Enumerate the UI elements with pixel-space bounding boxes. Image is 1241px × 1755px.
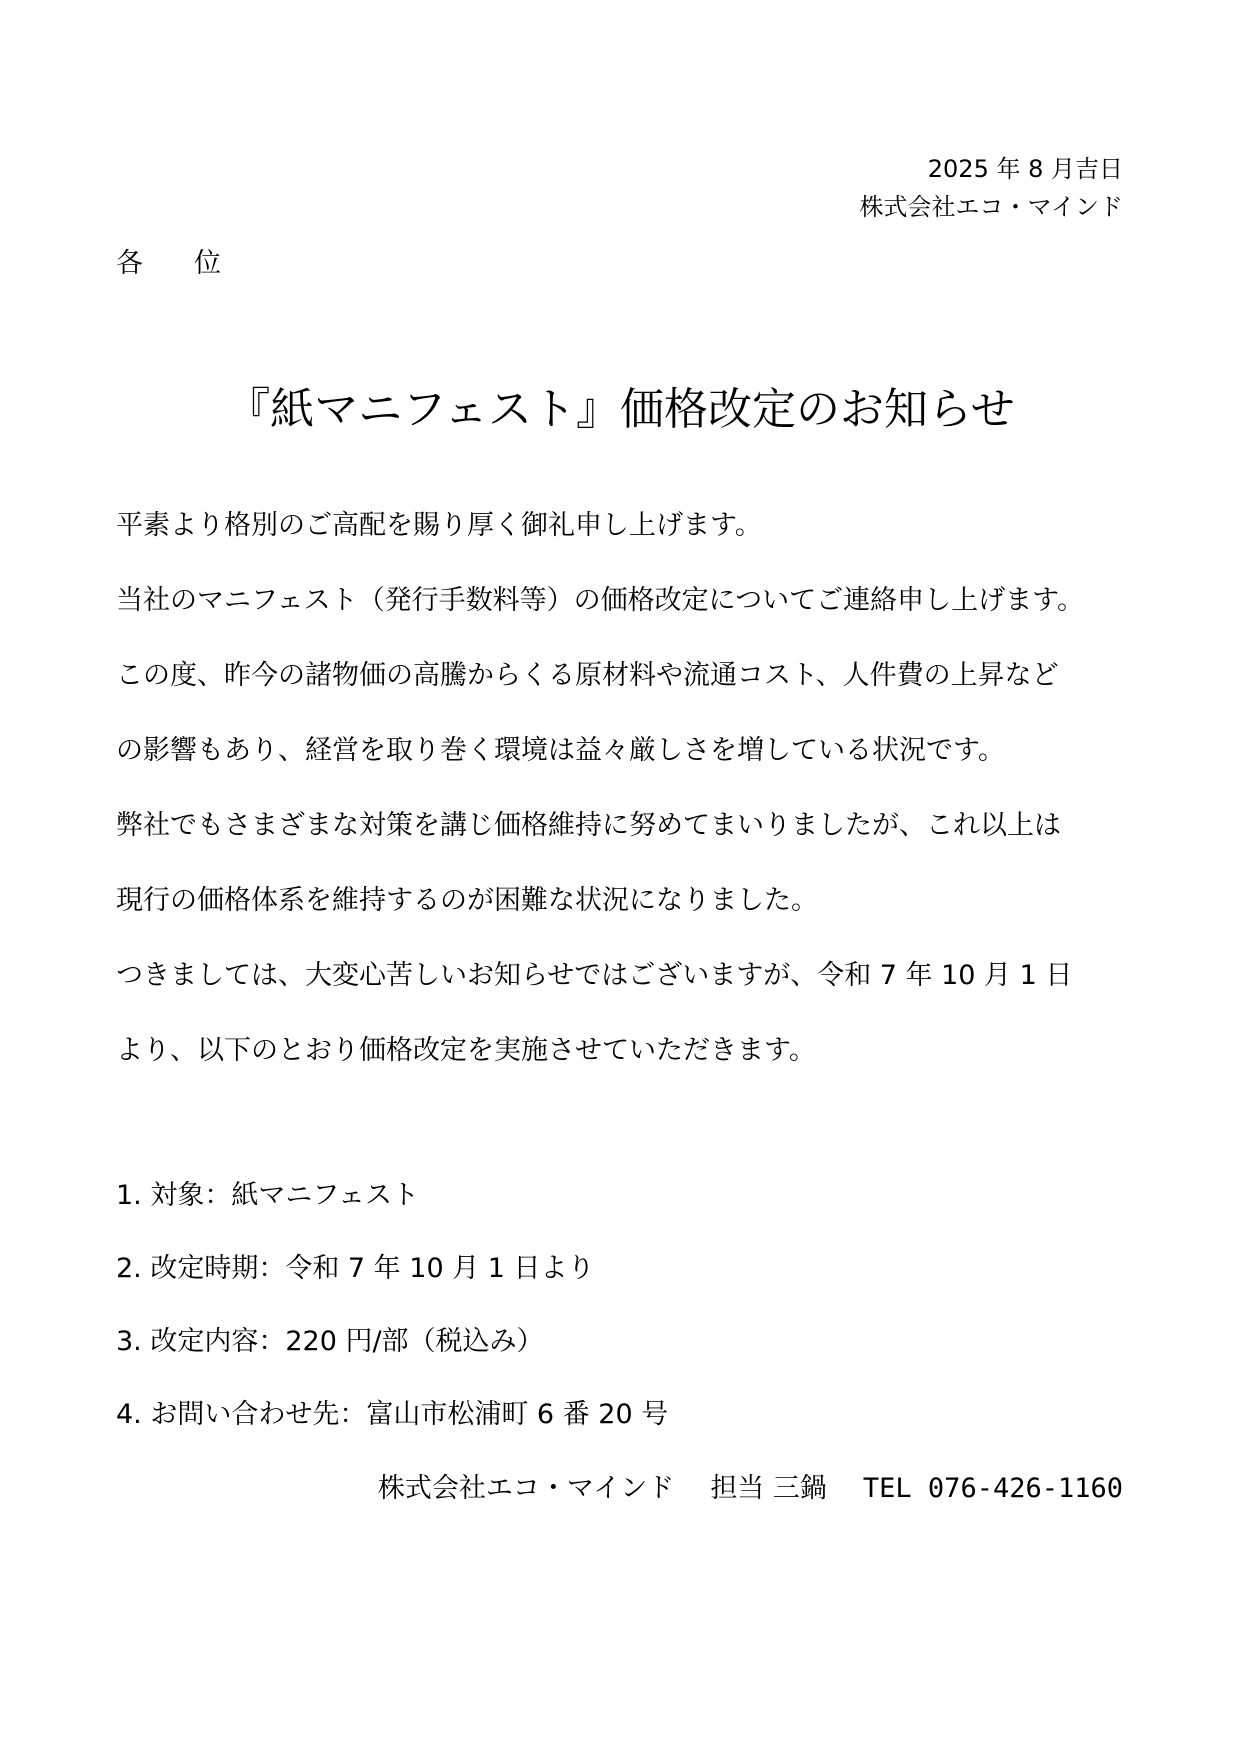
body-line: 現行の価格体系を維持するのが困難な状況になりました。	[116, 885, 818, 916]
body-line: つきましては、大変心苦しいお知らせではございますが、令和 7 年 10 月 1 日	[116, 960, 1073, 991]
footer-contact-person: 担当 三鍋	[710, 1473, 827, 1504]
addressee: 各 位	[116, 248, 233, 279]
list-item: 2. 改定時期：令和 7 年 10 月 1 日より	[116, 1253, 595, 1284]
list-item: 1. 対象：紙マニフェスト	[116, 1180, 419, 1211]
body-line: の影響もあり、経営を取り巻く環境は益々厳しさを増している状況です。	[116, 735, 1005, 766]
body-line: 弊社でもさまざまな対策を講じ価格維持に努めてまいりましたが、これ以上は	[116, 810, 1061, 841]
document-title: 『紙マニフェスト』価格改定のお知らせ	[226, 384, 1015, 435]
issue-date: 2025 年 8 月吉日	[927, 155, 1123, 183]
list-item: 3. 改定内容：220 円/部（税込み）	[116, 1326, 544, 1357]
body-line: より、以下のとおり価格改定を実施させていただきます。	[116, 1035, 816, 1066]
sender-company: 株式会社エコ・マインド	[859, 193, 1123, 221]
footer-company: 株式会社エコ・マインド	[377, 1473, 675, 1504]
body-line: 当社のマニフェスト（発行手数料等）の価格改定についてご連絡申し上げます。	[116, 585, 1084, 616]
list-item: 4. お問い合わせ先：富山市松浦町 6 番 20 号	[116, 1399, 669, 1430]
body-line: この度、昨今の諸物価の高騰からくる原材料や流通コスト、人件費の上昇など	[116, 660, 1059, 691]
footer-telephone: TEL 076-426-1160	[862, 1473, 1123, 1504]
contact-footer	[378, 1475, 1123, 1502]
body-line: 平素より格別のご高配を賜り厚く御礼申し上げます。	[116, 510, 762, 541]
